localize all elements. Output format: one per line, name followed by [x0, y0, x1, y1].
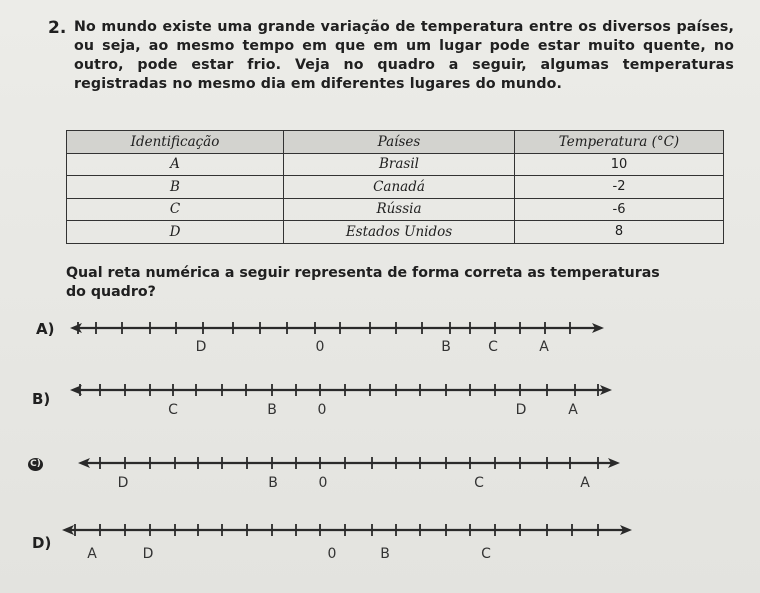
- option-c-circled-marker[interactable]: C): [28, 458, 43, 471]
- header-temperatura: Temperatura (°C): [515, 131, 724, 154]
- question-prompt: Qual reta numérica a seguir representa de forma correta as temperaturas do quadro?: [66, 265, 660, 300]
- option-d-label-b: B: [380, 546, 390, 562]
- cell-country: Estados Unidos: [284, 221, 515, 244]
- option-d-label-c: C: [481, 546, 491, 562]
- option-b-label-c: C: [168, 402, 178, 418]
- option-a-label-zero: 0: [315, 339, 325, 355]
- cell-temp: -6: [515, 198, 724, 221]
- cell-temp: 8: [515, 221, 724, 244]
- option-a-label-b: B: [441, 339, 451, 355]
- cell-country: Rússia: [284, 198, 515, 221]
- option-a-letter[interactable]: A): [36, 320, 55, 338]
- option-d-label-a: A: [87, 546, 97, 562]
- option-b-label-b: B: [267, 402, 277, 418]
- option-a-label-c: C: [488, 339, 498, 355]
- cell-country: Canadá: [284, 176, 515, 199]
- option-d-letter[interactable]: D): [32, 534, 52, 552]
- option-c-label-d: D: [117, 475, 129, 491]
- cell-temp: 10: [515, 153, 724, 176]
- option-c-label-b: B: [268, 475, 278, 491]
- header-identificacao: Identificação: [67, 131, 284, 154]
- option-b-label-a: A: [568, 402, 578, 418]
- option-a-label-d: D: [195, 339, 207, 355]
- cell-temp: -2: [515, 176, 724, 199]
- cell-id: B: [67, 176, 284, 199]
- option-d-label-d: D: [142, 546, 154, 562]
- option-a-label-a: A: [539, 339, 549, 355]
- option-c-label-zero: 0: [318, 475, 328, 491]
- option-c-label-c: C: [474, 475, 484, 491]
- option-b-label-zero: 0: [317, 402, 327, 418]
- option-c-label-a: A: [580, 475, 590, 491]
- option-b-letter[interactable]: B): [32, 390, 51, 408]
- question-intro: No mundo existe uma grande variação de temperatura entre os diversos países, ou seja, ao mesmo tempo em que em um lugar pode estar muito quente, no outro, pode estar frio. Veja no quadro a seguir, algumas temperaturas registradas no mesmo dia em diferentes lugares do mundo.: [74, 19, 734, 92]
- option-b-label-d: D: [515, 402, 527, 418]
- header-paises: Países: [284, 131, 515, 154]
- option-d-label-zero: 0: [327, 546, 337, 562]
- question-number: 2.: [48, 18, 67, 38]
- cell-id: D: [67, 221, 284, 244]
- cell-country: Brasil: [284, 153, 515, 176]
- cell-id: C: [67, 198, 284, 221]
- cell-id: A: [67, 153, 284, 176]
